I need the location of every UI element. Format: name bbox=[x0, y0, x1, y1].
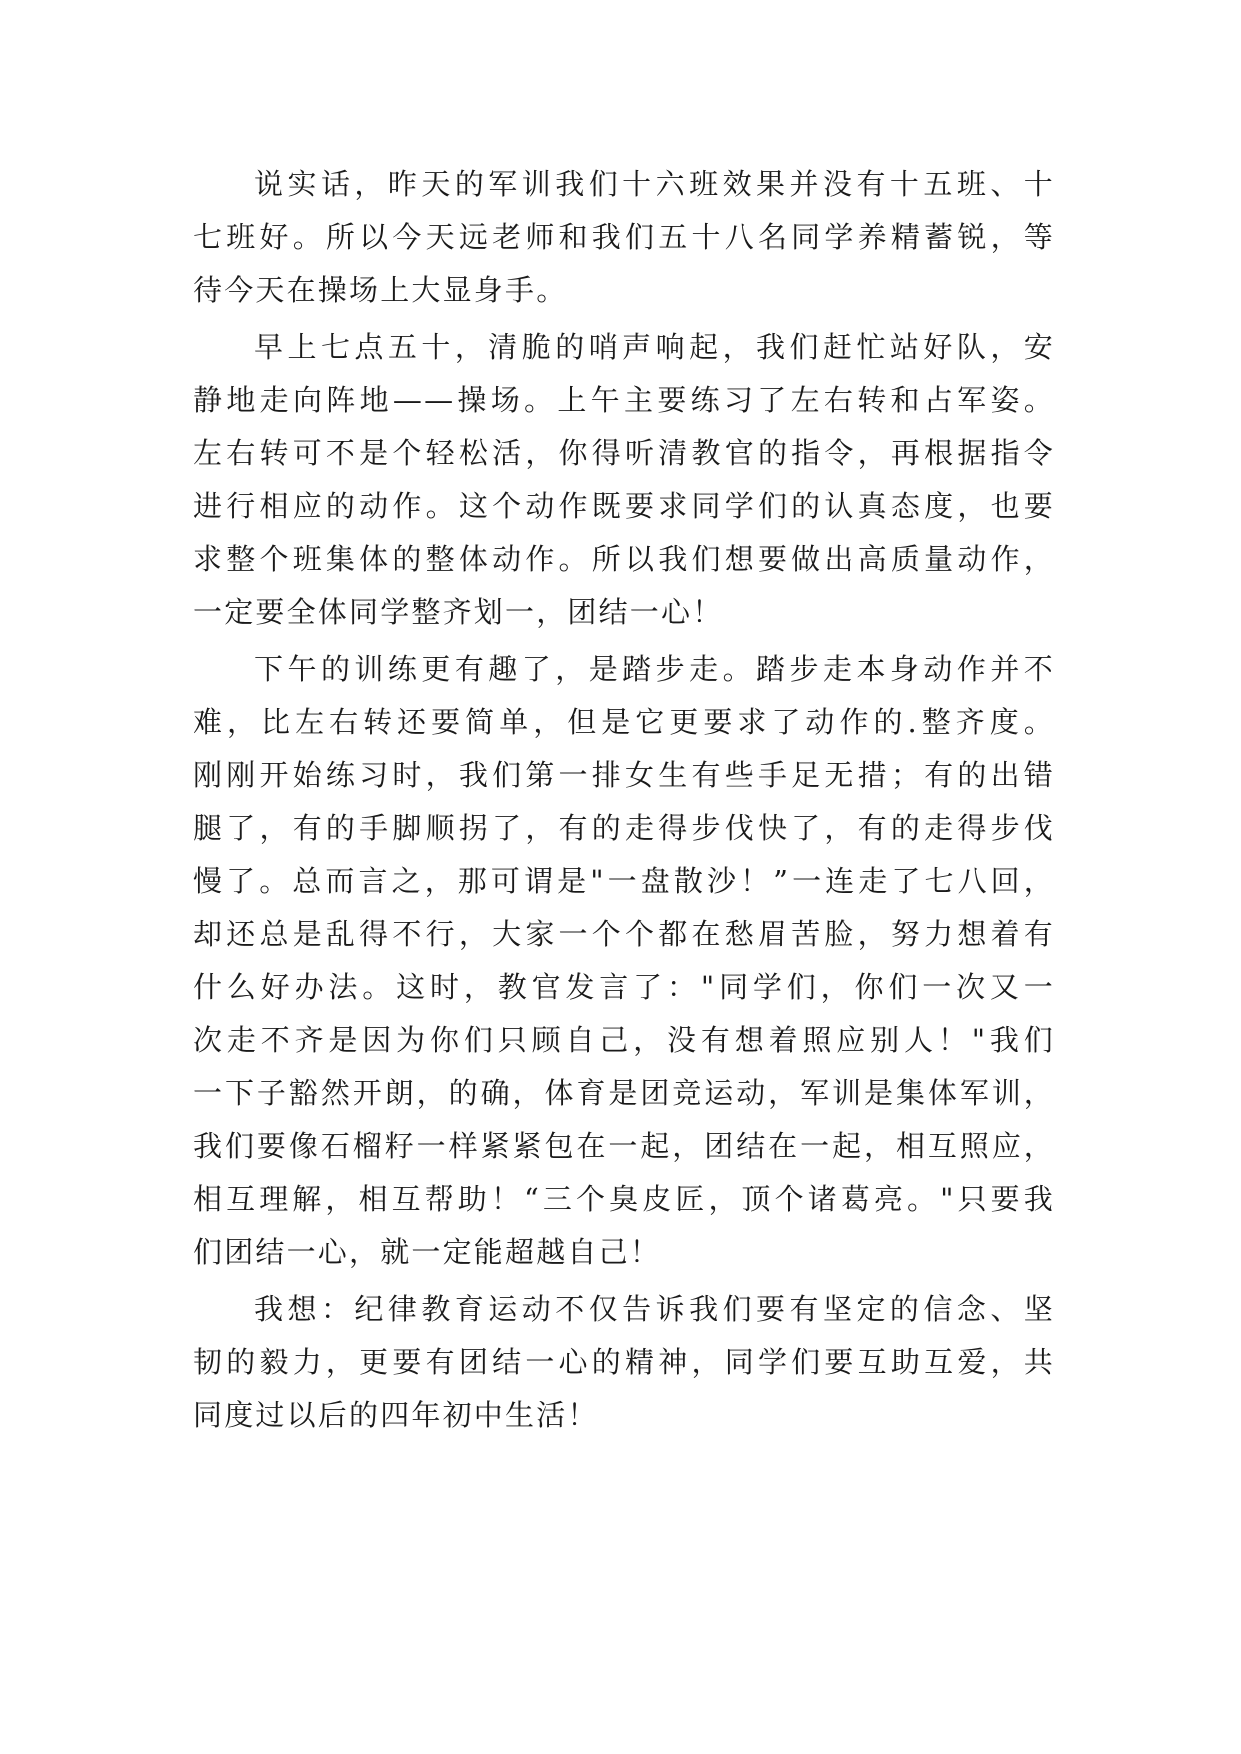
paragraph-line: 一定要全体同学整齐划一，团结一心！ bbox=[193, 595, 724, 629]
paragraph-line: 们团结一心，就一定能超越自己！ bbox=[193, 1235, 662, 1269]
paragraph-1 bbox=[193, 158, 1055, 317]
paragraph-line: 什么好办法。这时，教官发言了："同学们，你们一次又一 bbox=[193, 970, 1055, 1004]
paragraph-line: 腿了，有的手脚顺拐了，有的走得步伐快了，有的走得步伐 bbox=[193, 811, 1055, 845]
paragraph-line: 刚刚开始练习时，我们第一排女生有些手足无措；有的出错 bbox=[193, 758, 1055, 792]
paragraph-line: 难，比左右转还要简单，但是它更要求了动作的.整齐度。 bbox=[193, 705, 1055, 739]
paragraph-line: 我想：纪律教育运动不仅告诉我们要有坚定的信念、坚 bbox=[254, 1292, 1055, 1326]
paragraph-line: 相互理解，相互帮助！“三个臭皮匠，顶个诸葛亮。"只要我 bbox=[193, 1182, 1055, 1216]
paragraph-2 bbox=[193, 321, 1055, 639]
paragraph-line: 一下子豁然开朗，的确，体育是团竞运动，军训是集体军训， bbox=[193, 1076, 1055, 1110]
paragraph-line: 下午的训练更有趣了，是踏步走。踏步走本身动作并不 bbox=[254, 652, 1055, 686]
paragraph-line: 慢了。总而言之，那可谓是"一盘散沙！”一连走了七八回， bbox=[193, 864, 1055, 898]
paragraph-line: 却还总是乱得不行，大家一个个都在愁眉苦脸，努力想着有 bbox=[193, 917, 1055, 951]
paragraph-line: 说实话，昨天的军训我们十六班效果并没有十五班、十 bbox=[254, 167, 1055, 201]
paragraph-line: 进行相应的动作。这个动作既要求同学们的认真态度，也要 bbox=[193, 489, 1055, 523]
paragraph-4 bbox=[193, 1283, 1055, 1442]
paragraph-line: 求整个班集体的整体动作。所以我们想要做出高质量动作， bbox=[193, 542, 1055, 576]
paragraph-line: 次走不齐是因为你们只顾自己，没有想着照应别人！"我们 bbox=[193, 1023, 1055, 1057]
paragraph-3 bbox=[193, 643, 1055, 1279]
paragraph-line: 静地走向阵地——操场。上午主要练习了左右转和占军姿。 bbox=[193, 383, 1055, 417]
paragraph-line: 待今天在操场上大显身手。 bbox=[193, 273, 568, 307]
paragraph-line: 韧的毅力，更要有团结一心的精神，同学们要互助互爱，共 bbox=[193, 1345, 1055, 1379]
document-body bbox=[193, 158, 1055, 1442]
paragraph-line: 早上七点五十，清脆的哨声响起，我们赶忙站好队，安 bbox=[254, 330, 1055, 364]
paragraph-line: 七班好。所以今天远老师和我们五十八名同学养精蓄锐，等 bbox=[193, 220, 1055, 254]
paragraph-line: 左右转可不是个轻松活，你得听清教官的指令，再根据指令 bbox=[193, 436, 1055, 470]
paragraph-line: 同度过以后的四年初中生活！ bbox=[193, 1398, 599, 1432]
paragraph-line: 我们要像石榴籽一样紧紧包在一起，团结在一起，相互照应， bbox=[193, 1129, 1055, 1163]
